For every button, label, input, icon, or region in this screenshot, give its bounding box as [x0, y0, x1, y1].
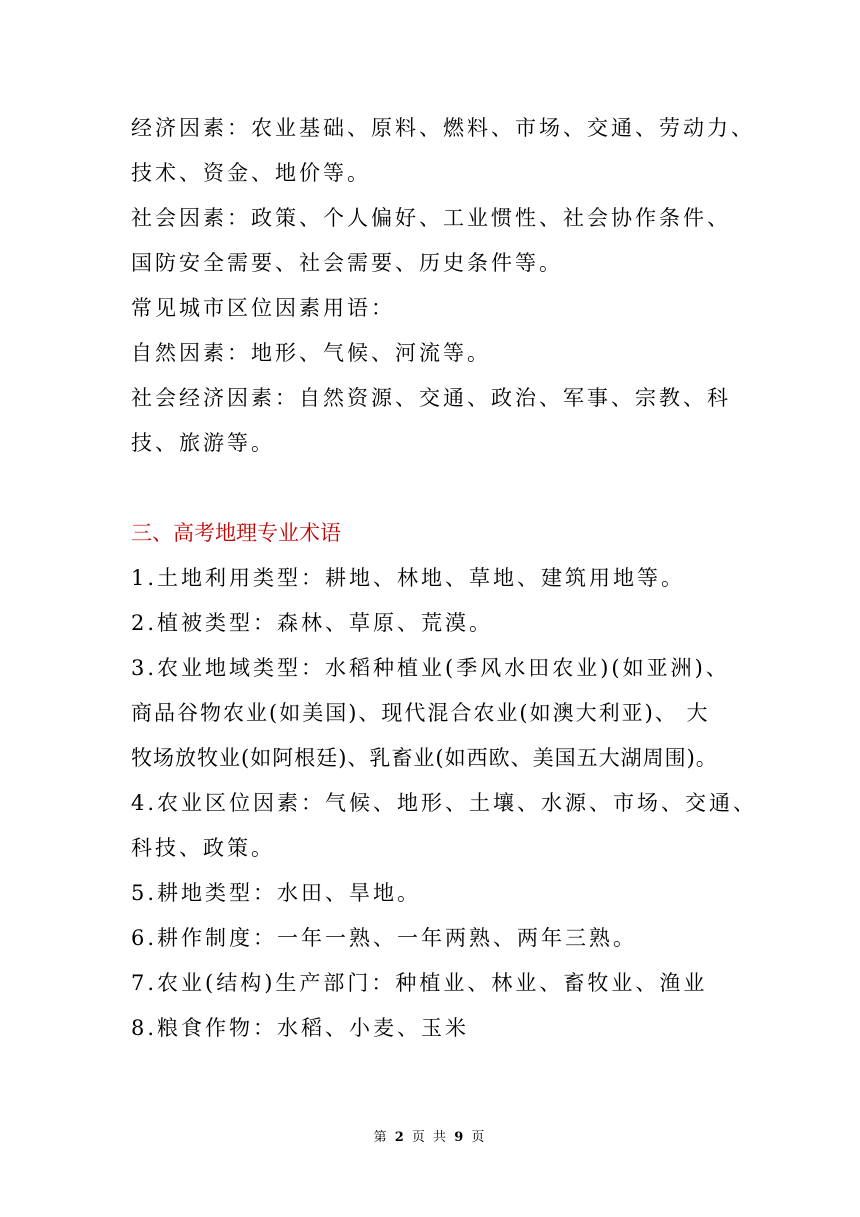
text-line-socioeconomic-factors-cont: 技、旅游等。	[131, 431, 275, 455]
text-line-natural-factors: 自然因素：地形、气候、河流等。	[131, 341, 491, 365]
term-line-4-cont: 科技、政策。	[131, 836, 275, 860]
term-line-5: 5.耕地类型：水田、旱地。	[131, 881, 422, 905]
footer-middle: 页 共	[411, 1130, 449, 1145]
term-line-2: 2.植被类型：森林、草原、荒漠。	[131, 611, 494, 635]
term-line-7: 7.农业(结构)生产部门：种植业、林业、畜牧业、渔业	[131, 971, 708, 995]
term-line-3-cont-a: 商品谷物农业(如美国)、现代混合农业(如澳大利亚)、 大	[131, 701, 710, 725]
text-line-socioeconomic-factors: 社会经济因素：自然资源、交通、政治、军事、宗教、科	[131, 386, 731, 410]
footer-suffix: 页	[471, 1130, 487, 1145]
footer-total-pages: 9	[454, 1130, 466, 1145]
term-line-6: 6.耕作制度：一年一熟、一年两熟、两年三熟。	[131, 926, 638, 950]
term-line-4: 4.农业区位因素：气候、地形、土壤、水源、市场、交通、	[131, 791, 758, 815]
text-line-city-location-heading: 常见城市区位因素用语：	[131, 296, 395, 320]
text-line-economic-factors: 经济因素：农业基础、原料、燃料、市场、交通、劳动力、	[131, 116, 755, 140]
text-line-economic-factors-cont: 技术、资金、地价等。	[131, 161, 371, 185]
term-line-3: 3.农业地域类型：水稻种植业(季风水田农业)(如亚洲)、	[131, 656, 730, 680]
text-line-social-factors-cont: 国防安全需要、社会需要、历史条件等。	[131, 251, 563, 275]
footer-prefix: 第	[373, 1130, 389, 1145]
page-footer	[0, 1128, 860, 1148]
footer-current-page: 2	[394, 1130, 406, 1145]
term-line-1: 1.土地利用类型：耕地、林地、草地、建筑用地等。	[131, 566, 686, 590]
text-line-social-factors: 社会因素：政策、个人偏好、工业惯性、社会协作条件、	[131, 206, 731, 230]
section-heading: 三、高考地理专业术语	[131, 521, 341, 545]
term-line-3-cont-b: 牧场放牧业(如阿根廷)、乳畜业(如西欧、美国五大湖周围)。	[131, 746, 718, 770]
term-line-8: 8.粮食作物：水稻、小麦、玉米	[131, 1016, 470, 1040]
